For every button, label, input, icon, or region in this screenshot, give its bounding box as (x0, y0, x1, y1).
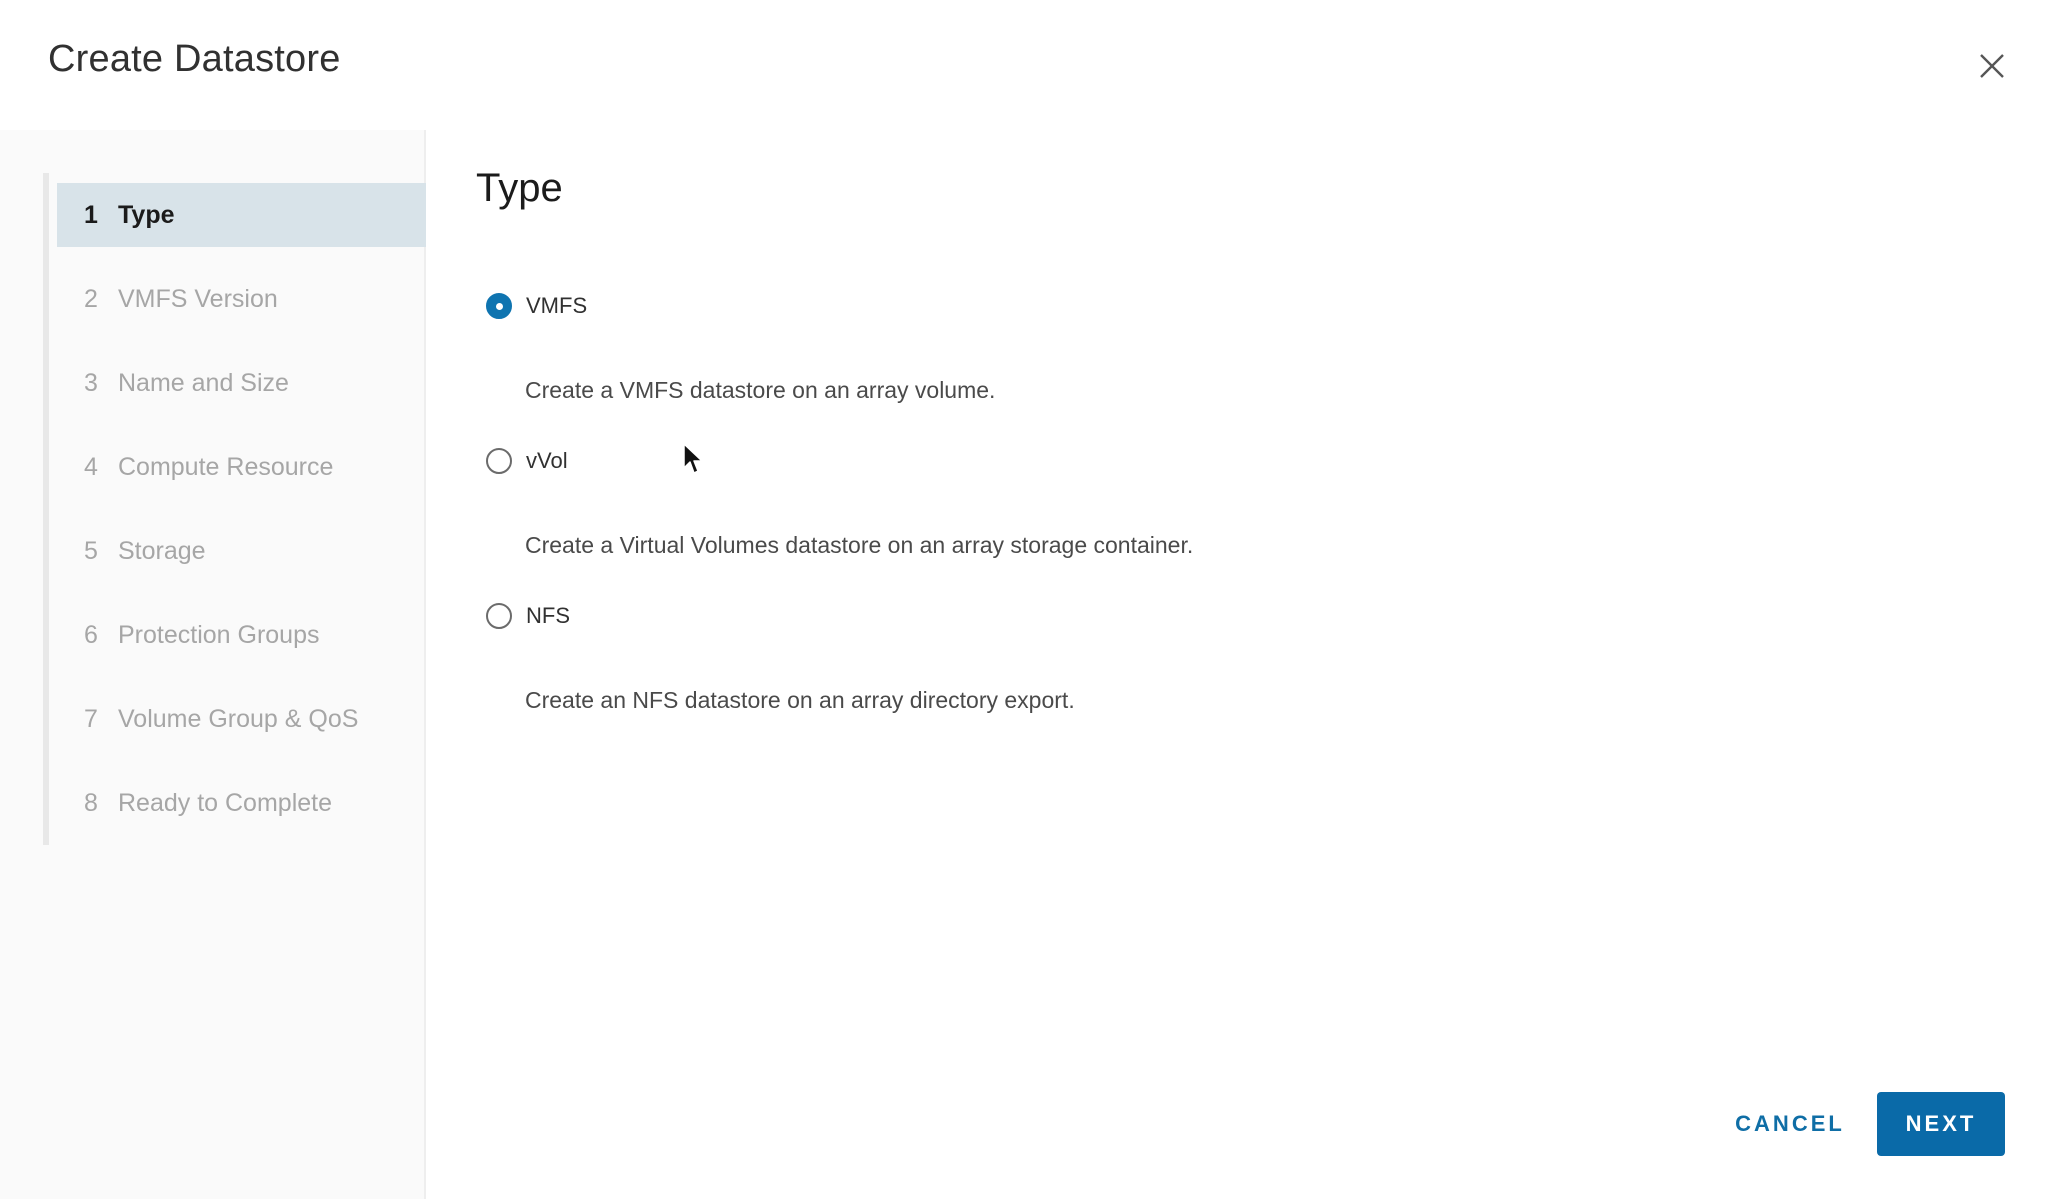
step-number: 3 (84, 368, 98, 397)
wizard-content (428, 130, 2048, 1199)
option-description: Create a Virtual Volumes datastore on an array storage container. (525, 532, 1194, 558)
step-label: Storage (118, 536, 206, 565)
radio-vvol[interactable] (486, 448, 568, 474)
radio-nfs[interactable] (486, 603, 570, 629)
step-number: 4 (84, 452, 98, 481)
step-number: 8 (84, 788, 98, 817)
dialog-header (0, 0, 2048, 130)
radio-label: VMFS (526, 293, 588, 318)
step-type[interactable] (57, 183, 426, 247)
option-description: Create an NFS datastore on an array directory export. (525, 687, 1075, 713)
close-icon (1978, 52, 2006, 80)
step-name-and-size[interactable] (57, 351, 426, 415)
step-ready-to-complete[interactable] (57, 771, 426, 835)
next-button[interactable]: NEXT (1877, 1092, 2005, 1156)
step-number: 1 (84, 200, 98, 229)
step-label: Type (118, 200, 175, 229)
step-volume-group-qos[interactable] (57, 687, 426, 751)
radio-button-checked[interactable] (486, 293, 512, 319)
radio-button[interactable] (486, 603, 512, 629)
step-label: Name and Size (118, 368, 289, 397)
radio-vmfs[interactable] (486, 293, 587, 319)
close-button[interactable] (1970, 44, 2014, 88)
step-compute-resource[interactable] (57, 435, 426, 499)
radio-label: vVol (526, 448, 568, 473)
mouse-cursor-icon (682, 442, 704, 476)
step-storage[interactable] (57, 519, 426, 583)
step-protection-groups[interactable] (57, 603, 426, 667)
step-label: Compute Resource (118, 452, 334, 481)
dialog-title: Create Datastore (48, 38, 341, 80)
step-number: 6 (84, 620, 98, 649)
step-label: Protection Groups (118, 620, 320, 649)
step-label: Ready to Complete (118, 788, 333, 817)
step-label: VMFS Version (118, 284, 278, 313)
step-vmfs-version[interactable] (57, 267, 426, 331)
section-title: Type (476, 166, 563, 210)
step-number: 7 (84, 704, 98, 733)
step-label: Volume Group & QoS (118, 704, 359, 733)
radio-button[interactable] (486, 448, 512, 474)
cancel-button[interactable]: CANCEL (1710, 1092, 1870, 1156)
step-number: 5 (84, 536, 98, 565)
option-description: Create a VMFS datastore on an array volume. (525, 377, 996, 403)
stepper-track (43, 173, 49, 845)
wizard-stepper (0, 130, 426, 1199)
radio-label: NFS (526, 603, 570, 628)
step-number: 2 (84, 284, 98, 313)
